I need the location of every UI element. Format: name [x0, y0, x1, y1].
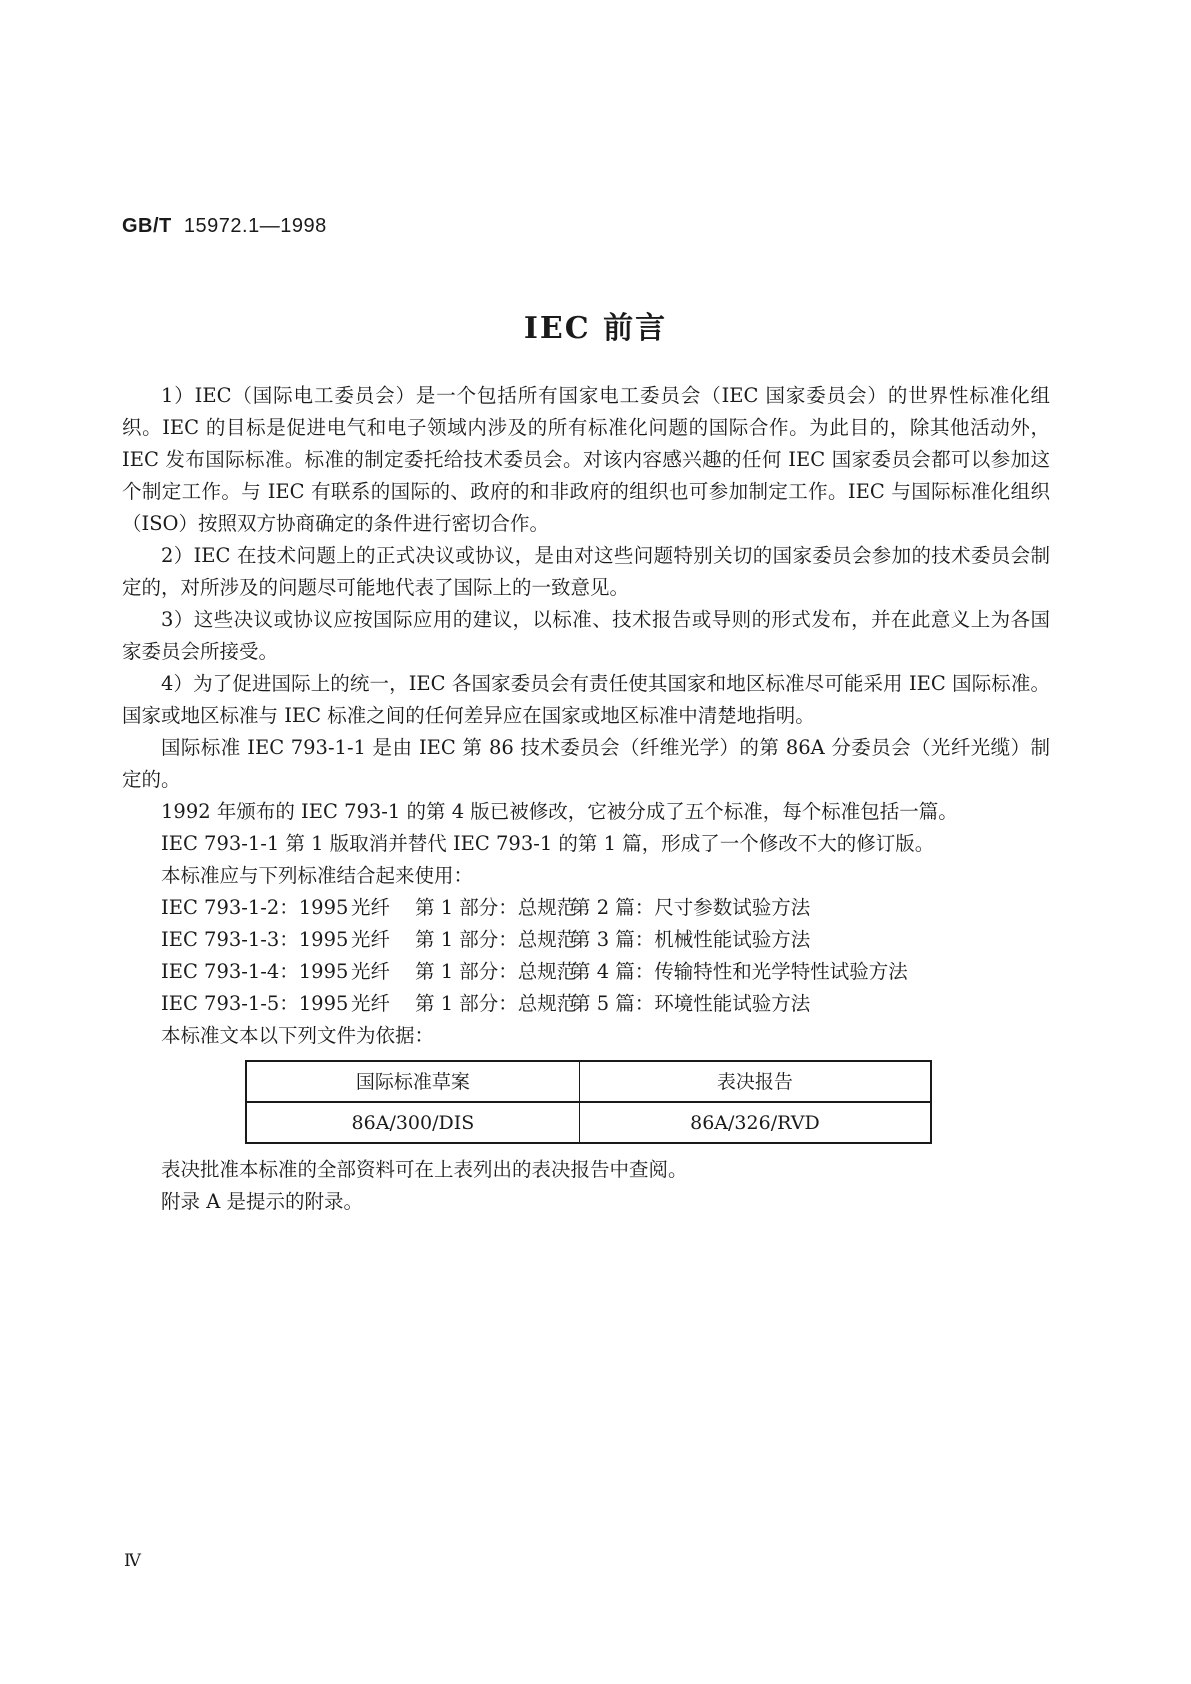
reference-section: 第 3 篇：机械性能试验方法: [571, 928, 811, 951]
reference-line: [122, 988, 1050, 1020]
reference-code: IEC 793-1-2：1995: [161, 896, 349, 919]
reference-subject: 光纤: [351, 992, 391, 1015]
table-header-cell: 国际标准草案: [246, 1061, 579, 1102]
table-header-row: [246, 1061, 931, 1102]
page-title: IEC 前言: [523, 311, 668, 346]
reference-section: 第 5 篇：环境性能试验方法: [571, 992, 811, 1015]
reference-subject: 光纤: [351, 896, 391, 919]
voting-documents-table: [245, 1060, 932, 1144]
reference-subject: 光纤: [351, 960, 391, 983]
body-text: [122, 380, 1050, 1218]
table-cell: 86A/326/RVD: [579, 1102, 931, 1143]
reference-code: IEC 793-1-5：1995: [161, 992, 349, 1015]
reference-part: 第 1 部分：总规范: [415, 896, 577, 919]
paragraph-2: 2）IEC 在技术问题上的正式决议或协议，是由对这些问题特别关切的国家委员会参加的技术委员会制定的，对所涉及的问题尽可能地代表了国际上的一致意见。: [122, 544, 1050, 599]
reference-line: [122, 956, 1050, 988]
reference-line: [122, 924, 1050, 956]
paragraph-1: 1）IEC（国际电工委员会）是一个包括所有国家电工委员会（IEC 国家委员会）的世界性标准化组织。IEC 的目标是促进电气和电子领域内涉及的所有标准化问题的国际合作。为此目的，除其他活动外，IEC 发布国际标准。标准的制定委托给技术委员会。对该内容感兴趣的任何 IEC 国家委员会都可以参加这个制定工作。与 IEC 有联系的国际的、政府的和非政府的组织也可参加制定工作。IEC 与国际标准化组织（ISO）按照双方协商确定的条件进行密切合作。: [122, 384, 1050, 535]
text-line-1: 1992 年颁布的 IEC 793-1 的第 4 版已被修改，它被分成了五个标准，每个标准包括一篇。: [161, 800, 958, 823]
reference-subject: 光纤: [351, 928, 391, 951]
table-header-cell: 表决报告: [579, 1061, 931, 1102]
table-row: [246, 1102, 931, 1143]
reference-part: 第 1 部分：总规范: [415, 992, 577, 1015]
text-line-after-table-1: 表决批准本标准的全部资料可在上表列出的表决报告中查阅。: [161, 1158, 688, 1181]
paragraph-3: 3）这些决议或协议应按国际应用的建议，以标准、技术报告或导则的形式发布，并在此意义上为各国家委员会所接受。: [122, 608, 1050, 663]
standard-number: [122, 215, 327, 238]
paragraph-5: 国际标准 IEC 793-1-1 是由 IEC 第 86 技术委员会（纤维光学）的第 86A 分委员会（光纤光缆）制定的。: [122, 736, 1050, 791]
reference-code: IEC 793-1-4：1995: [161, 960, 349, 983]
standard-code: 15972.1—1998: [183, 215, 327, 237]
reference-section: 第 4 篇：传输特性和光学特性试验方法: [571, 960, 908, 983]
basis-line: 本标准文本以下列文件为依据：: [161, 1024, 435, 1047]
reference-code: IEC 793-1-3：1995: [161, 928, 349, 951]
text-line-3: 本标准应与下列标准结合起来使用：: [161, 864, 474, 887]
reference-part: 第 1 部分：总规范: [415, 928, 577, 951]
paragraph-4: 4）为了促进国际上的统一，IEC 各国家委员会有责任使其国家和地区标准尽可能采用 IEC 国际标准。国家或地区标准与 IEC 标准之间的任何差异应在国家或地区标准中清楚地指明。: [122, 672, 1050, 727]
table-cell: 86A/300/DIS: [246, 1102, 579, 1143]
reference-part: 第 1 部分：总规范: [415, 960, 577, 983]
page-number: Ⅳ: [124, 1551, 141, 1571]
standard-prefix: GB/T: [122, 215, 172, 237]
reference-line: [122, 892, 1050, 924]
text-line-after-table-2: 附录 A 是提示的附录。: [161, 1190, 363, 1213]
reference-section: 第 2 篇：尺寸参数试验方法: [571, 896, 811, 919]
text-line-2: IEC 793-1-1 第 1 版取消并替代 IEC 793-1 的第 1 篇，形成了一个修改不大的修订版。: [161, 832, 935, 855]
